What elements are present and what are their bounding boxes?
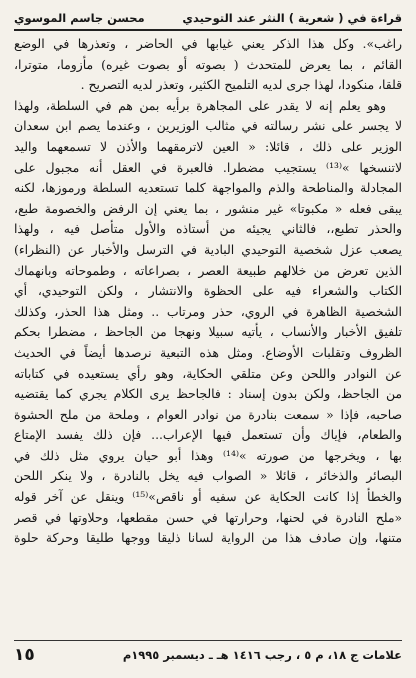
text-line: البصائر والذخائر ، قائلا « الصواب فيه يخل بالنادرة ، ولا ينكر اللحن bbox=[14, 469, 402, 484]
text-line: عن النوادر واللحن وعن متلقي الحكاية، وهو رأي يستعيده في كتاباته bbox=[14, 366, 402, 381]
text-line: لا يجسر على نشر رسالته في مثالب الوزيرين ، وعندما يصم ابن سعدان bbox=[14, 119, 402, 134]
text-line: متنها، وإن صادف هذا من الرواية لسانا ذليقا ووجها طليقا وحركة حلوة bbox=[14, 531, 402, 546]
text-line: «ملح النادرة في لحنها، وحرارتها في حسن مقطعها، وحلاوتها في قصر bbox=[14, 510, 402, 525]
text-line: تلفيق الأخبار والأنساب ، يأتيه سبيلا ونهجا من الجاحظ ، مضطرا بحكم bbox=[14, 325, 402, 340]
text-line: والطعام، فإياك وأن تستعمل فيها الإعراب... فإن ذلك يفسد الإمتاع bbox=[14, 428, 402, 443]
header-author: محسن جاسم الموسوي bbox=[14, 11, 145, 25]
text-line: الكتاب والشعراء فيه على الحظوة والانتشار ، ولكن التوحيدي، أي bbox=[14, 284, 402, 299]
text-line: راغب». وكل هذا الذكر يعني غيابها في الحاضر ، وتعذرها في الوضع bbox=[14, 37, 402, 51]
text-line: الذين تعرض من خلالهم طبيعة العصر ، بصراعاته ، وطموحاته وبانهماك bbox=[14, 263, 402, 278]
text-line: وهو يعلم إنه لا يقدر على المجاهرة برأيه بمن هم في السلطة، ولهذا bbox=[14, 98, 386, 113]
text-line: من الجاحظ، ولكن بدون إسناد : فالجاحظ يرى الكلام يجري كما يقتضيه bbox=[14, 387, 402, 402]
header-title: قراءة في ( شعرية ) النثر عند التوحيدي bbox=[182, 11, 402, 25]
text-line: يصعب عزل شخصية التوحيدي البادية في الترسل والأخبار عن (النظراء) bbox=[14, 242, 402, 257]
text-line: الشخصية الظاهرة في الروي، حذر ومرتاب .. ومثل هذا الحذر، وكذلك bbox=[14, 304, 402, 319]
page-number: ١٥ bbox=[14, 645, 35, 665]
issue-info: علامات ج ١٨، م ٥ ، رجب ١٤١٦ هـ ـ ديسمبر ١٩٩٥م bbox=[122, 648, 402, 662]
text-line: قلقا، منكودا، لهذا جرى لديه التلميح الكثير، وتعذر لديه التصريح . bbox=[80, 78, 402, 93]
header-rule bbox=[14, 29, 402, 31]
footer-rule bbox=[14, 640, 402, 641]
text-line: القائم ، بما يعرض للمتحدث ( بصوته أو بصوت غيره) مأزوما، متوترا، bbox=[14, 57, 402, 72]
text-line: والحذر تطبع،، فالثاني يجيئه من أستاذه والأول متأصل فيه ، ولهذا bbox=[14, 222, 402, 237]
running-footer bbox=[14, 644, 402, 666]
text-line: الظروف وتقلبات الأوضاع. ومثل هذه التبعية نرصدها أيضاً في الحديث bbox=[14, 345, 402, 360]
running-header bbox=[14, 8, 402, 28]
text-line: يبقى فعله « مكبوتا» غير منشور ، بما يعني إن الرفض والخصومة طبع، bbox=[14, 201, 402, 216]
text-line: الوزير على ذلك ، قائلا: « العين لاترمقهما والأذن لا تسمعهما واليد bbox=[14, 139, 402, 154]
article-body bbox=[14, 34, 402, 549]
text-line: والخطأ إذا كانت الحكاية عن سفيه أو ناقص»⁽¹⁵⁾ وينقل عن آخر قوله bbox=[14, 490, 402, 505]
text-line: المجادلة والمناطحة والذم والمواجهة كلما تستعديه السلطة ورموزها، لكنه bbox=[14, 181, 402, 196]
text-line: بها ، ويخرجها من صورته »⁽¹⁴⁾ وهذا أبو حيان يروي مثل ذلك في bbox=[14, 448, 402, 463]
text-line: صاحبه، فإذا « سمعت بنادرة من نوادر العوام ، وملحة من ملح الحشوة bbox=[14, 407, 402, 422]
text-line: لاتنسخها »⁽¹³⁾ يستجيب مضطرا. فالعبرة في العقل أنه مجبول على bbox=[14, 160, 402, 175]
